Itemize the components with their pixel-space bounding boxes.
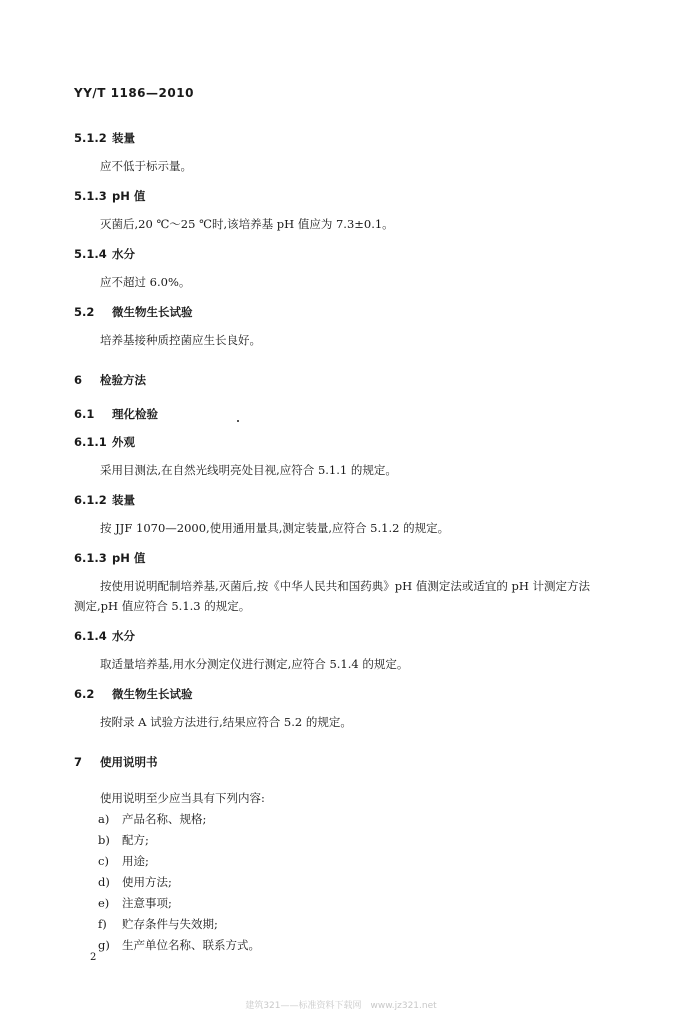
standard-code: YY/T 1186—2010 (74, 86, 194, 100)
heading-6-1-2: 6.1.2 装量 (74, 493, 136, 507)
heading-6-2: 6.2 微生物生长试验 (74, 687, 193, 701)
list-item: g) 生产单位名称、联系方式。 (98, 938, 260, 952)
list-item: a) 产品名称、规格; (98, 812, 207, 826)
heading-6-1-3: 6.1.3 pH 值 (74, 551, 146, 565)
text-6-1-2: 按 JJF 1070—2000,使用通用量具,测定装量,应符合 5.1.2 的规定。 (100, 521, 450, 535)
heading-5-2: 5.2 微生物生长试验 (74, 305, 193, 319)
text-6-1-3-line2: 测定,pH 值应符合 5.1.3 的规定。 (74, 599, 251, 613)
heading-7: 7 使用说明书 (74, 755, 158, 769)
heading-6-1: 6.1 理化检验 (74, 407, 159, 421)
text-5-1-4: 应不超过 6.0%。 (100, 275, 191, 289)
heading-6-1-4: 6.1.4 水分 (74, 629, 136, 643)
text-5-1-3: 灭菌后,20 ℃～25 ℃时,该培养基 pH 值应为 7.3±0.1。 (100, 217, 394, 231)
text-6-1-4: 取适量培养基,用水分测定仪进行测定,应符合 5.1.4 的规定。 (100, 657, 409, 671)
text-5-2: 培养基接种质控菌应生长良好。 (100, 333, 261, 347)
text-6-2: 按附录 A 试验方法进行,结果应符合 5.2 的规定。 (100, 715, 352, 729)
list-item: e) 注意事项; (98, 896, 172, 910)
heading-5-1-3: 5.1.3 pH 值 (74, 189, 146, 203)
text-5-1-2: 应不低于标示量。 (100, 159, 192, 173)
list-item: f) 贮存条件与失效期; (98, 917, 218, 931)
stray-dot (237, 420, 239, 422)
heading-5-1-2: 5.1.2 装量 (74, 131, 136, 145)
heading-6-1-1: 6.1.1 外观 (74, 435, 136, 449)
footer-watermark: 建筑321——标准资料下载网 www.jz321.net (245, 1001, 437, 1011)
heading-5-1-4: 5.1.4 水分 (74, 247, 136, 261)
list-item: b) 配方; (98, 833, 149, 847)
text-6-1-1: 采用目测法,在自然光线明亮处目视,应符合 5.1.1 的规定。 (100, 463, 397, 477)
list-item: d) 使用方法; (98, 875, 172, 889)
text-6-1-3-line1: 按使用说明配制培养基,灭菌后,按《中华人民共和国药典》pH 值测定法或适宜的 pH 计测定方法 (100, 579, 591, 593)
text-7-intro: 使用说明至少应当具有下列内容: (100, 791, 265, 805)
page-number: 2 (90, 952, 97, 963)
heading-6: 6 检验方法 (74, 373, 147, 387)
list-item: c) 用途; (98, 854, 149, 868)
